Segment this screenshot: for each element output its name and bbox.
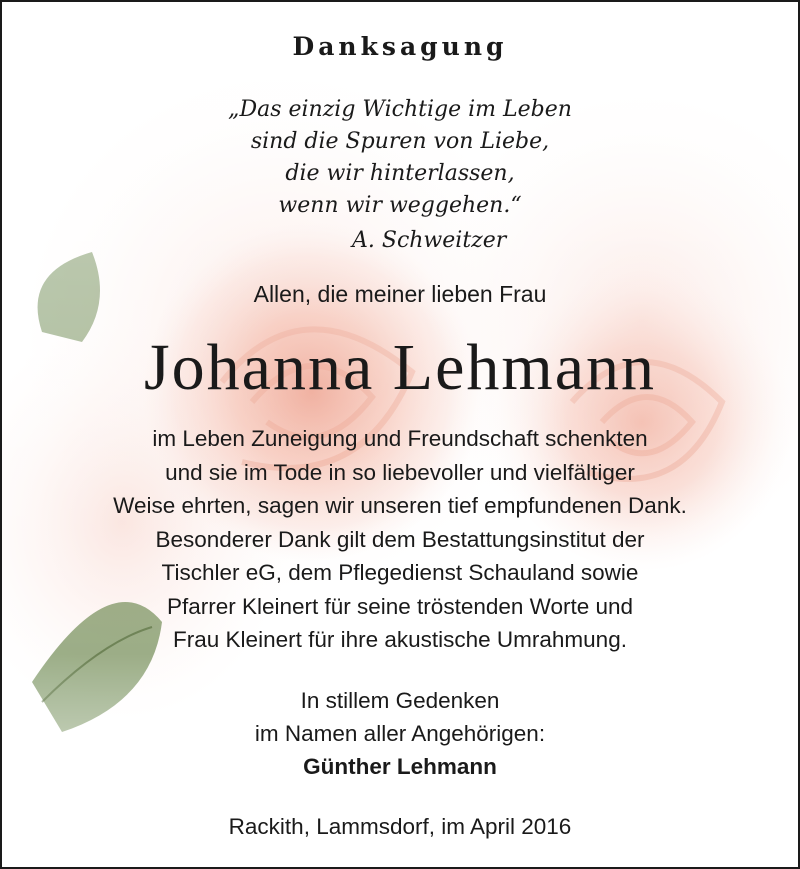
quote-line: „Das einzig Wichtige im Leben bbox=[228, 97, 572, 122]
closing-line: im Namen aller Angehörigen: bbox=[254, 721, 546, 746]
deceased-name: Johanna Lehmann bbox=[143, 331, 656, 404]
thanks-line: im Leben Zuneigung und Freundschaft schenkten bbox=[152, 426, 648, 451]
quote-author: A. Schweitzer bbox=[352, 228, 507, 253]
quote-line: die wir hinterlassen, bbox=[285, 161, 515, 186]
thanks-line: Pfarrer Kleinert für seine tröstenden Worte und bbox=[166, 593, 634, 619]
quote bbox=[2, 94, 798, 222]
thanks-line: Frau Kleinert für ihre akustische Umrahmung. bbox=[173, 627, 627, 652]
thanks-text bbox=[2, 422, 798, 657]
place-and-date: Rackith, Lammsdorf, im April 2016 bbox=[228, 814, 572, 839]
quote-line: wenn wir weggehen.“ bbox=[278, 193, 522, 218]
thanks-line: und sie im Tode in so liebevoller und vielfältiger bbox=[165, 459, 635, 485]
notice-title: Danksagung bbox=[292, 32, 508, 61]
quote-line: sind die Spuren von Liebe, bbox=[250, 129, 550, 154]
thanks-line: Tischler eG, dem Pflegedienst Schauland sowie bbox=[161, 560, 639, 585]
thanks-line: Besonderer Dank gilt dem Bestattungsinstitut der bbox=[155, 526, 645, 552]
thanks-line: Weise ehrten, sagen wir unseren tief empfundenen Dank. bbox=[113, 493, 687, 518]
closing-block bbox=[2, 684, 798, 783]
closing-line: In stillem Gedenken bbox=[300, 688, 500, 713]
signer-name: Günther Lehmann bbox=[303, 754, 497, 779]
intro-text: Allen, die meiner lieben Frau bbox=[253, 281, 547, 307]
